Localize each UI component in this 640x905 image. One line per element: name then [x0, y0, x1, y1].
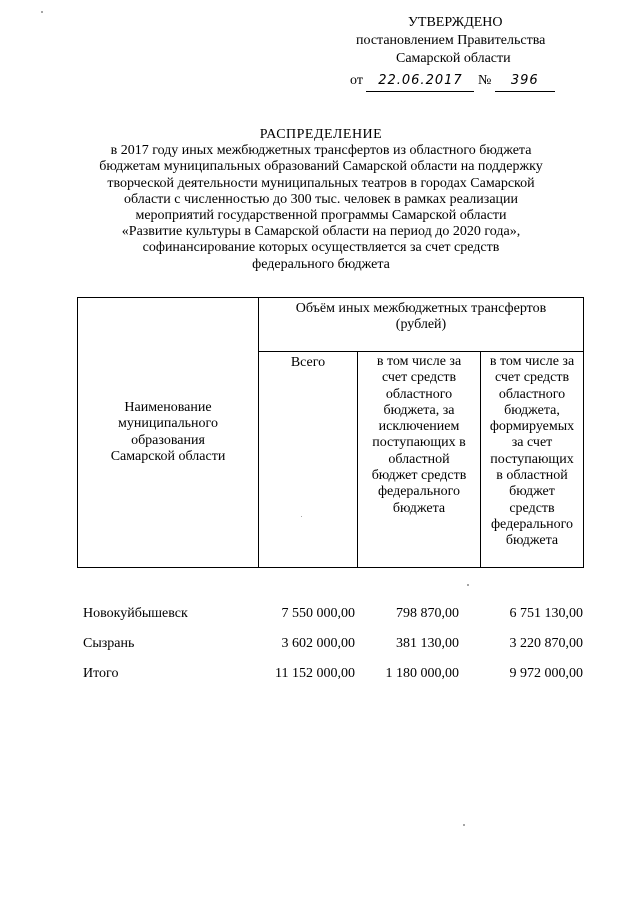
header-line: Объём иных межбюджетных трансфертов	[295, 301, 547, 316]
municipality-name: Сызрань	[83, 636, 135, 651]
handwritten-number: 396	[495, 71, 555, 92]
header-line: федерального	[490, 516, 574, 532]
header-line: (рублей)	[395, 317, 447, 333]
title-heading: РАСПРЕДЕЛЕНИЕ	[259, 127, 383, 142]
header-line: в областной	[496, 468, 568, 484]
header-line: поступающих	[490, 451, 574, 467]
total-amount: 3 602 000,00	[281, 636, 355, 651]
header-line: муниципального	[118, 416, 218, 432]
volume-column-header	[259, 298, 584, 352]
total-amount: 11 152 000,00	[275, 666, 355, 681]
total-label: Итого	[83, 666, 119, 681]
approval-resolution: постановлением Правительства	[356, 33, 546, 48]
total-column-header	[259, 352, 358, 568]
header-line: Всего	[290, 355, 326, 370]
header-line: бюджета	[392, 500, 446, 516]
title-line: мероприятий государственной программы Самарской области	[135, 208, 507, 224]
federal-amount: 6 751 130,00	[509, 606, 583, 621]
municipality-column-header	[78, 298, 259, 568]
header-line: областного	[385, 386, 453, 402]
header-line: Наименование	[124, 399, 212, 415]
total-amount: 7 550 000,00	[281, 606, 355, 621]
header-line: счет средств	[494, 370, 570, 386]
regional-amount: 381 130,00	[396, 636, 459, 651]
header-line: бюджет	[509, 484, 555, 500]
header-line: бюджета	[505, 533, 559, 549]
federal-column-header	[481, 352, 584, 568]
scan-speck	[301, 516, 302, 517]
document-title	[60, 127, 582, 273]
title-line: софинансирование которых осуществляется за счет средств	[142, 240, 500, 256]
approval-stamp	[300, 14, 600, 92]
header-line: средств	[509, 500, 555, 516]
header-line: в том числе за	[489, 354, 575, 369]
title-line: творческой деятельности муниципальных театров в городах Самарской	[107, 175, 535, 191]
table-row-total	[83, 666, 583, 696]
from-label: от	[350, 73, 363, 88]
header-line: областного	[498, 386, 566, 402]
distribution-rows	[83, 606, 583, 696]
table-row	[83, 606, 583, 636]
approval-region: Самарской области	[396, 51, 511, 66]
header-line: Самарской области	[110, 448, 226, 464]
regional-amount: 798 870,00	[396, 606, 459, 621]
header-line: бюджет средств	[371, 468, 467, 484]
federal-amount: 3 220 870,00	[509, 636, 583, 651]
title-line: бюджетам муниципальных образований Самарской области на поддержку	[99, 159, 543, 175]
header-line: областной	[388, 451, 450, 467]
header-line: исключением	[378, 419, 460, 435]
municipality-name: Новокуйбышевск	[83, 606, 188, 621]
header-line: федерального	[377, 484, 461, 500]
scan-speck	[41, 11, 43, 13]
scan-speck	[463, 824, 465, 826]
header-line: формируемых	[489, 419, 575, 435]
title-line: «Развитие культуры в Самарской области на период до 2020 года»,	[121, 224, 521, 240]
header-line: в том числе за	[376, 354, 462, 369]
header-line: за счет	[511, 435, 553, 451]
header-line: счет средств	[381, 370, 457, 386]
header-line: бюджета, за	[383, 402, 455, 418]
header-line: бюджета,	[504, 402, 560, 418]
title-line: федерального бюджета	[252, 256, 390, 272]
regional-amount: 1 180 000,00	[385, 666, 459, 681]
table-row	[83, 636, 583, 666]
approval-date-line	[350, 71, 600, 92]
scan-speck	[467, 584, 469, 586]
header-line: поступающих в	[372, 435, 466, 451]
distribution-table-header	[77, 297, 584, 568]
handwritten-date: 22.06.2017	[366, 71, 474, 92]
federal-amount: 9 972 000,00	[509, 666, 583, 681]
number-label: №	[477, 73, 492, 88]
header-line: образования	[131, 432, 205, 448]
title-line: области с численностью до 300 тыс. человек в рамках реализации	[123, 191, 519, 207]
title-line: в 2017 году иных межбюджетных трансфертов из областного бюджета	[110, 143, 532, 159]
approval-title: УТВЕРЖДЕНО	[408, 15, 503, 30]
regional-column-header	[358, 352, 481, 568]
